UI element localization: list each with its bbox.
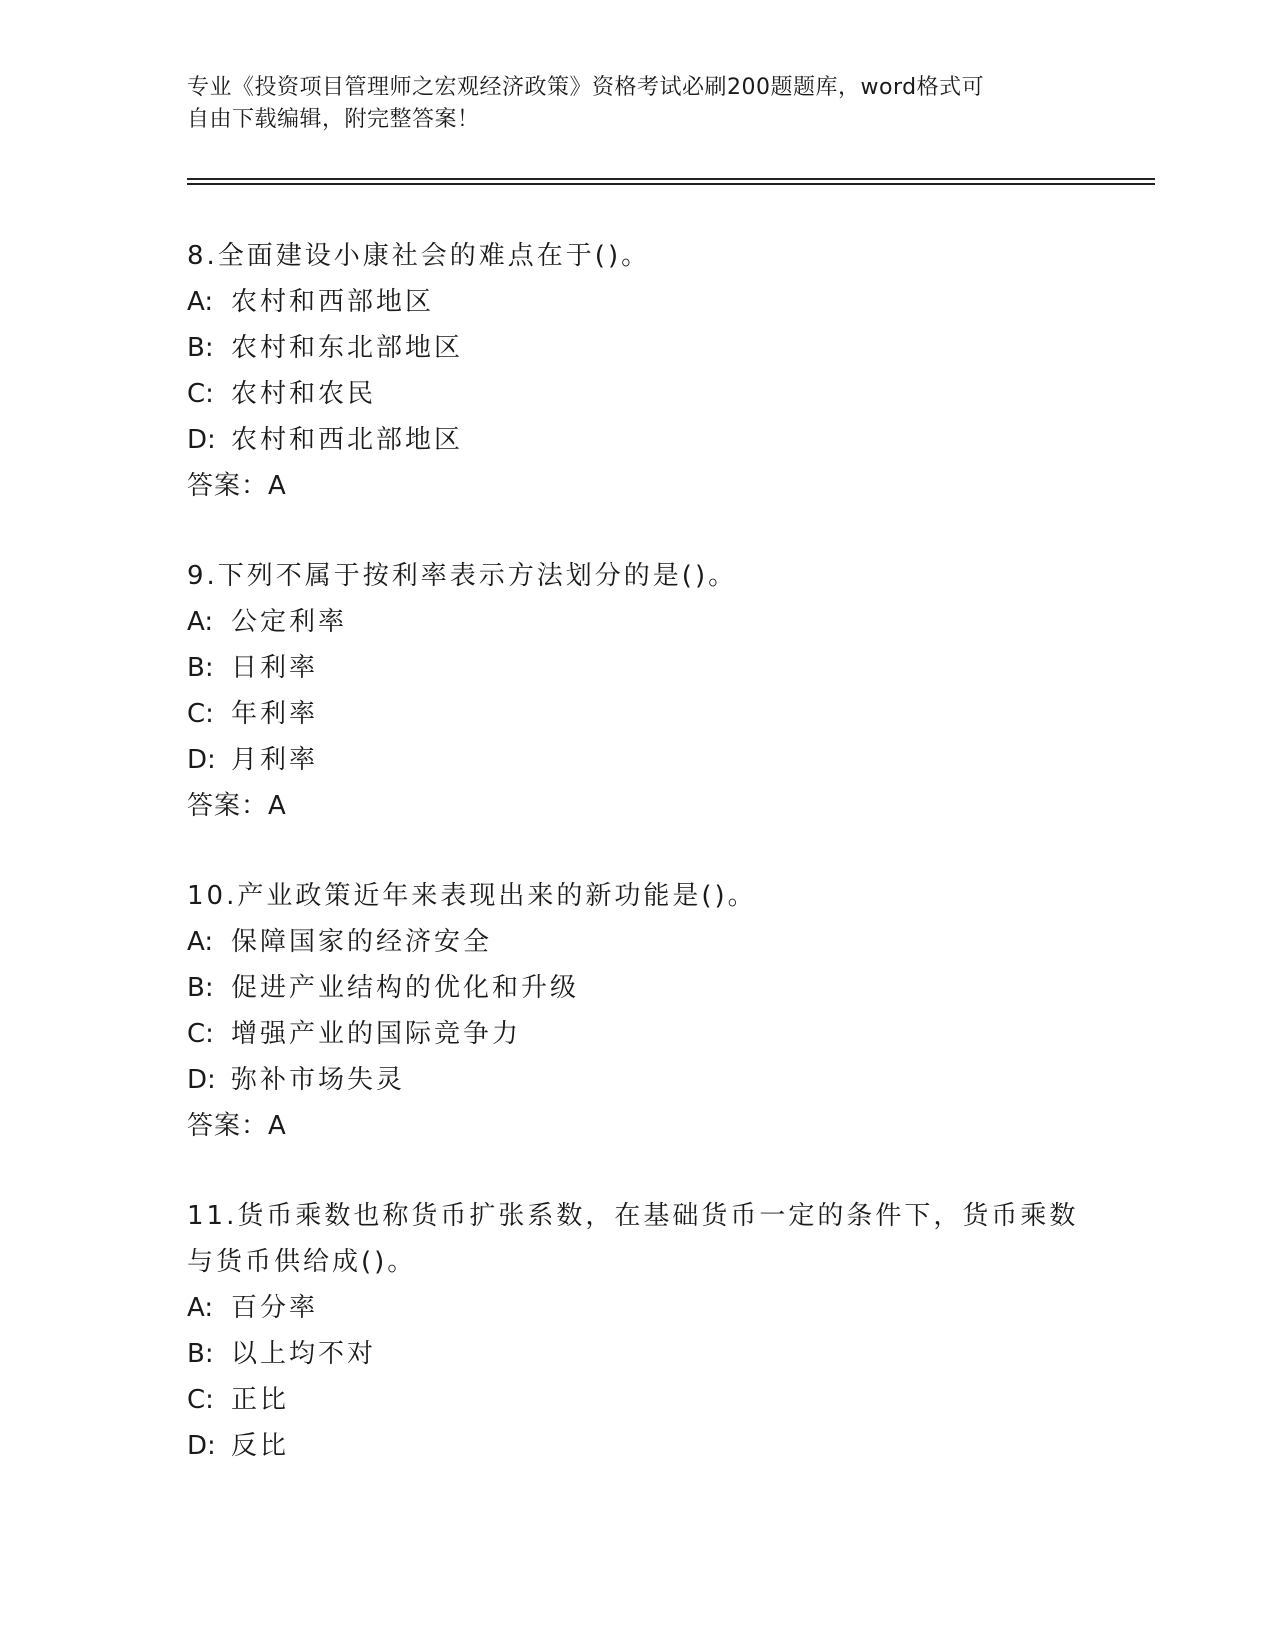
option-text: 增强产业的国际竞争力 — [231, 1019, 522, 1049]
option-text: 月利率 — [231, 745, 319, 775]
option-text: 促进产业结构的优化和升级 — [231, 973, 580, 1003]
option-a — [187, 919, 1087, 965]
option-letter: D: — [187, 425, 216, 455]
option-letter: A: — [187, 287, 214, 317]
option-c — [187, 1377, 1087, 1423]
question-9 — [187, 553, 1087, 829]
question-stem: 10.产业政策近年来表现出来的新功能是()。 — [187, 881, 757, 911]
option-letter: A: — [187, 1293, 214, 1323]
question-stem: 8.全面建设小康社会的难点在于()。 — [187, 241, 651, 271]
option-letter: D: — [187, 1431, 216, 1461]
question-10 — [187, 873, 1087, 1149]
option-a — [187, 279, 1087, 325]
question-11 — [187, 1193, 1087, 1469]
header-divider-bottom — [187, 183, 1155, 185]
option-text: 年利率 — [231, 699, 319, 729]
option-letter: D: — [187, 745, 216, 775]
answer: 答案：A — [187, 1111, 287, 1141]
option-letter: C: — [187, 699, 214, 729]
option-letter: B: — [187, 973, 214, 1003]
option-text: 以上均不对 — [231, 1339, 377, 1369]
option-text: 反比 — [231, 1431, 290, 1461]
option-b — [187, 965, 1087, 1011]
question-stem-line-2: 与货币供给成()。 — [187, 1247, 417, 1277]
option-b — [187, 645, 1087, 691]
option-d — [187, 417, 1087, 463]
option-b — [187, 325, 1087, 371]
option-text: 农村和农民 — [231, 379, 377, 409]
option-letter: C: — [187, 1019, 214, 1049]
question-stem-line-1: 11.货币乘数也称货币扩张系数，在基础货币一定的条件下，货币乘数 — [187, 1201, 1079, 1231]
option-c — [187, 1011, 1087, 1057]
option-text: 公定利率 — [231, 607, 348, 637]
document-header — [187, 72, 1067, 136]
option-letter: B: — [187, 653, 214, 683]
question-stem: 9.下列不属于按利率表示方法划分的是()。 — [187, 561, 738, 591]
option-text: 百分率 — [231, 1293, 319, 1323]
option-a — [187, 599, 1087, 645]
option-text: 农村和西部地区 — [231, 287, 435, 317]
option-b — [187, 1331, 1087, 1377]
option-letter: C: — [187, 1385, 214, 1415]
option-text: 保障国家的经济安全 — [231, 927, 493, 957]
option-letter: B: — [187, 1339, 214, 1369]
option-c — [187, 691, 1087, 737]
option-letter: B: — [187, 333, 214, 363]
option-text: 弥补市场失灵 — [231, 1065, 406, 1095]
option-c — [187, 371, 1087, 417]
header-divider-top — [187, 178, 1155, 180]
option-letter: A: — [187, 927, 214, 957]
option-text: 正比 — [231, 1385, 290, 1415]
header-line-1: 专业《投资项目管理师之宏观经济政策》资格考试必刷200题题库，word格式可 — [187, 75, 985, 100]
answer: 答案：A — [187, 471, 287, 501]
header-line-2: 自由下载编辑，附完整答案！ — [187, 107, 480, 132]
answer: 答案：A — [187, 791, 287, 821]
option-text: 日利率 — [231, 653, 319, 683]
option-letter: C: — [187, 379, 214, 409]
option-text: 农村和西北部地区 — [231, 425, 464, 455]
question-8 — [187, 233, 1087, 509]
option-d — [187, 1423, 1087, 1469]
option-letter: A: — [187, 607, 214, 637]
option-a — [187, 1285, 1087, 1331]
option-d — [187, 1057, 1087, 1103]
option-d — [187, 737, 1087, 783]
option-text: 农村和东北部地区 — [231, 333, 464, 363]
option-letter: D: — [187, 1065, 216, 1095]
